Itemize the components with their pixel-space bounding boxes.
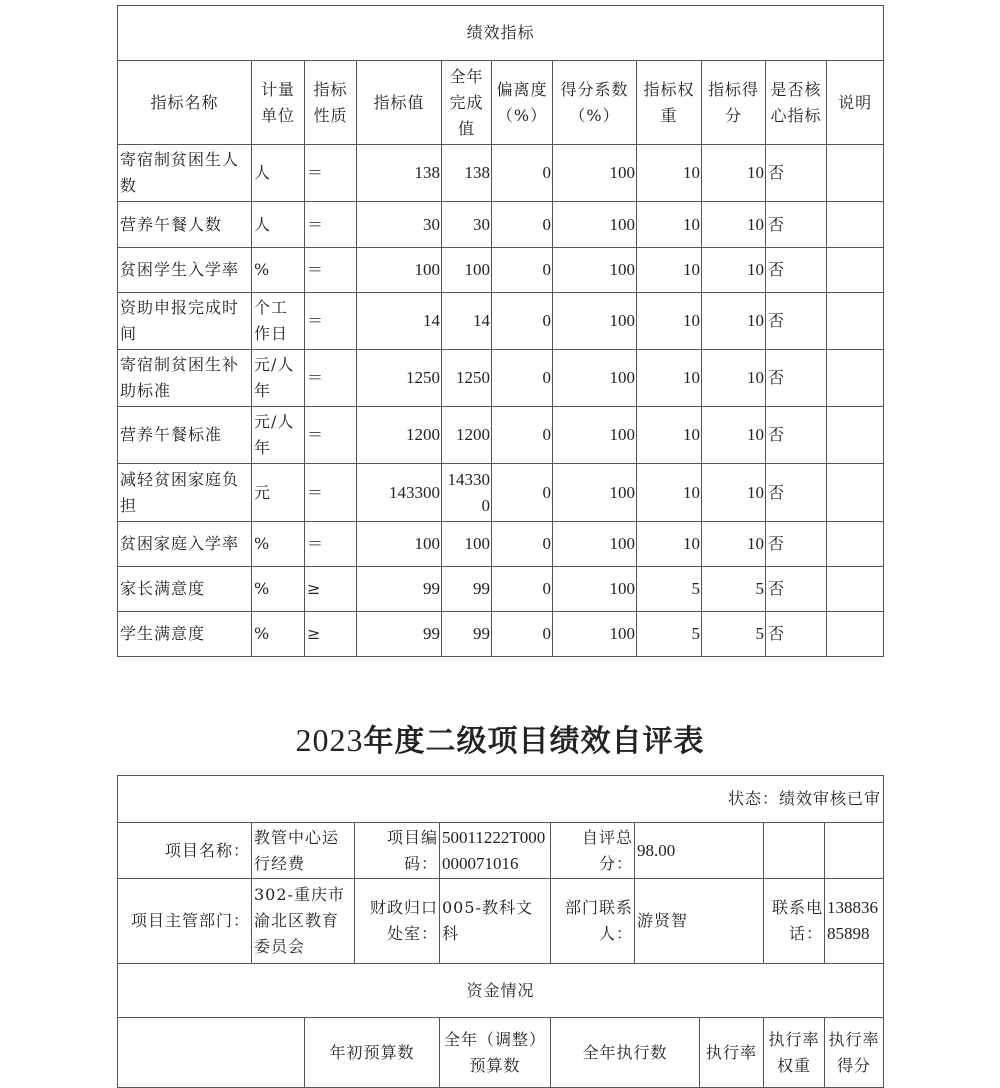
deviation-cell: 0 [492, 293, 553, 350]
unit-cell: % [252, 612, 305, 657]
table-row [118, 293, 884, 350]
unit-cell: % [252, 567, 305, 612]
weight-cell: 10 [637, 248, 702, 293]
core-cell: 否 [766, 145, 827, 202]
header-actual: 全年完成值 [442, 61, 492, 145]
table-row [118, 567, 884, 612]
metrics-section-title: 绩效指标 [118, 6, 884, 61]
nature-cell: ＝ [305, 293, 357, 350]
note-cell [827, 202, 884, 248]
coefficient-cell: 100 [553, 202, 637, 248]
note-cell [827, 522, 884, 567]
target-cell: 30 [357, 202, 442, 248]
indicator-name-cell: 学生满意度 [118, 612, 252, 657]
core-cell: 否 [766, 202, 827, 248]
core-cell: 否 [766, 567, 827, 612]
self-score-value: 98.00 [635, 823, 764, 879]
target-cell: 99 [357, 567, 442, 612]
funds-header-executed: 全年执行数 [551, 1018, 700, 1088]
project-name-label: 项目名称： [118, 823, 252, 879]
target-cell: 99 [357, 612, 442, 657]
actual-cell: 14 [442, 293, 492, 350]
deviation-cell: 0 [492, 145, 553, 202]
indicator-name-cell: 营养午餐标准 [118, 407, 252, 464]
score-cell: 10 [702, 522, 766, 567]
score-cell: 10 [702, 202, 766, 248]
score-cell: 5 [702, 567, 766, 612]
funds-header-initial-budget: 年初预算数 [305, 1018, 440, 1088]
note-cell [827, 248, 884, 293]
funds-header-exec-rate: 执行率 [700, 1018, 764, 1088]
project-code-value: 50011222T000000071016 [440, 823, 551, 879]
indicator-name-cell: 营养午餐人数 [118, 202, 252, 248]
contact-value: 游贤智 [635, 879, 764, 964]
table-row [118, 464, 884, 522]
self-score-label: 自评总分： [551, 823, 635, 879]
dept-label: 项目主管部门： [118, 879, 252, 964]
actual-cell: 100 [442, 248, 492, 293]
deviation-cell: 0 [492, 350, 553, 407]
actual-cell: 138 [442, 145, 492, 202]
coefficient-cell: 100 [553, 567, 637, 612]
weight-cell: 10 [637, 202, 702, 248]
unit-cell: % [252, 248, 305, 293]
score-cell: 10 [702, 407, 766, 464]
nature-cell: ＝ [305, 248, 357, 293]
table-row [118, 407, 884, 464]
core-cell: 否 [766, 350, 827, 407]
contact-label: 部门联系人： [551, 879, 635, 964]
nature-cell: ＝ [305, 145, 357, 202]
note-cell [827, 464, 884, 522]
score-cell: 5 [702, 612, 766, 657]
deviation-cell: 0 [492, 464, 553, 522]
coefficient-cell: 100 [553, 145, 637, 202]
funds-header-rate-score: 执行率得分 [825, 1018, 884, 1088]
metrics-table [117, 5, 884, 657]
finance-value: 005-教科文科 [440, 879, 551, 964]
unit-cell: 元/人年 [252, 350, 305, 407]
score-cell: 10 [702, 293, 766, 350]
coefficient-cell: 100 [553, 407, 637, 464]
deviation-cell: 0 [492, 612, 553, 657]
weight-cell: 10 [637, 407, 702, 464]
project-form-table [117, 775, 884, 1088]
indicator-name-cell: 贫困学生入学率 [118, 248, 252, 293]
note-cell [827, 350, 884, 407]
unit-cell: 人 [252, 202, 305, 248]
phone-label: 联系电话： [764, 879, 825, 964]
actual-cell: 1200 [442, 407, 492, 464]
indicator-name-cell: 寄宿制贫困生人数 [118, 145, 252, 202]
funds-header-adjusted-budget: 全年（调整）预算数 [440, 1018, 551, 1088]
deviation-cell: 0 [492, 522, 553, 567]
coefficient-cell: 100 [553, 293, 637, 350]
table-row [118, 202, 884, 248]
funds-header-rate-weight: 执行率权重 [764, 1018, 825, 1088]
deviation-cell: 0 [492, 407, 553, 464]
funds-section-title: 资金情况 [118, 964, 884, 1018]
actual-cell: 143300 [442, 464, 492, 522]
actual-cell: 1250 [442, 350, 492, 407]
table-row [118, 350, 884, 407]
funds-header-blank [118, 1018, 305, 1088]
phone-value: 13883685898 [825, 879, 884, 964]
metrics-header-row [118, 61, 884, 145]
header-unit: 计量单位 [252, 61, 305, 145]
weight-cell: 5 [637, 567, 702, 612]
deviation-cell: 0 [492, 567, 553, 612]
indicator-name-cell: 家长满意度 [118, 567, 252, 612]
coefficient-cell: 100 [553, 464, 637, 522]
nature-cell: ＝ [305, 202, 357, 248]
table-row [118, 522, 884, 567]
indicator-name-cell: 资助申报完成时间 [118, 293, 252, 350]
status-text: 状态：绩效审核已审 [118, 776, 884, 823]
note-cell [827, 567, 884, 612]
target-cell: 143300 [357, 464, 442, 522]
actual-cell: 100 [442, 522, 492, 567]
target-cell: 14 [357, 293, 442, 350]
core-cell: 否 [766, 293, 827, 350]
header-core: 是否核心指标 [766, 61, 827, 145]
deviation-cell: 0 [492, 248, 553, 293]
actual-cell: 99 [442, 567, 492, 612]
note-cell [827, 612, 884, 657]
target-cell: 1250 [357, 350, 442, 407]
unit-cell: 元/人年 [252, 407, 305, 464]
score-cell: 10 [702, 350, 766, 407]
finance-label: 财政归口处室： [355, 879, 440, 964]
header-indicator-name: 指标名称 [118, 61, 252, 145]
header-deviation: 偏离度（%） [492, 61, 553, 145]
dept-value: 302-重庆市渝北区教育委员会 [252, 879, 355, 964]
title-text: 年度二级项目绩效自评表 [363, 724, 705, 759]
nature-cell: ＝ [305, 350, 357, 407]
empty-cell [825, 823, 884, 879]
funds-header-row [118, 1018, 884, 1088]
coefficient-cell: 100 [553, 612, 637, 657]
target-cell: 100 [357, 248, 442, 293]
coefficient-cell: 100 [553, 350, 637, 407]
weight-cell: 10 [637, 350, 702, 407]
header-target: 指标值 [357, 61, 442, 145]
header-weight: 指标权重 [637, 61, 702, 145]
note-cell [827, 145, 884, 202]
note-cell [827, 293, 884, 350]
indicator-name-cell: 减轻贫困家庭负担 [118, 464, 252, 522]
coefficient-cell: 100 [553, 248, 637, 293]
table-row [118, 612, 884, 657]
project-name-value: 教管中心运行经费 [252, 823, 355, 879]
weight-cell: 10 [637, 522, 702, 567]
core-cell: 否 [766, 407, 827, 464]
weight-cell: 5 [637, 612, 702, 657]
actual-cell: 30 [442, 202, 492, 248]
coefficient-cell: 100 [553, 522, 637, 567]
weight-cell: 10 [637, 145, 702, 202]
score-cell: 10 [702, 145, 766, 202]
title-year: 2023 [295, 722, 364, 758]
nature-cell: ≥ [305, 567, 357, 612]
core-cell: 否 [766, 612, 827, 657]
unit-cell: % [252, 522, 305, 567]
score-cell: 10 [702, 248, 766, 293]
core-cell: 否 [766, 522, 827, 567]
nature-cell: ＝ [305, 464, 357, 522]
core-cell: 否 [766, 248, 827, 293]
header-note: 说明 [827, 61, 884, 145]
note-cell [827, 407, 884, 464]
actual-cell: 99 [442, 612, 492, 657]
project-code-label: 项目编码： [355, 823, 440, 879]
deviation-cell: 0 [492, 202, 553, 248]
score-cell: 10 [702, 464, 766, 522]
unit-cell: 元 [252, 464, 305, 522]
header-score: 指标得分 [702, 61, 766, 145]
core-cell: 否 [766, 464, 827, 522]
indicator-name-cell: 寄宿制贫困生补助标准 [118, 350, 252, 407]
weight-cell: 10 [637, 293, 702, 350]
indicator-name-cell: 贫困家庭入学率 [118, 522, 252, 567]
target-cell: 1200 [357, 407, 442, 464]
nature-cell: ＝ [305, 407, 357, 464]
nature-cell: ≥ [305, 612, 357, 657]
table-row [118, 145, 884, 202]
header-nature: 指标性质 [305, 61, 357, 145]
nature-cell: ＝ [305, 522, 357, 567]
target-cell: 138 [357, 145, 442, 202]
weight-cell: 10 [637, 464, 702, 522]
unit-cell: 个工作日 [252, 293, 305, 350]
target-cell: 100 [357, 522, 442, 567]
header-coefficient: 得分系数（%） [553, 61, 637, 145]
empty-cell [764, 823, 825, 879]
unit-cell: 人 [252, 145, 305, 202]
page-title [0, 716, 1000, 760]
table-row [118, 248, 884, 293]
